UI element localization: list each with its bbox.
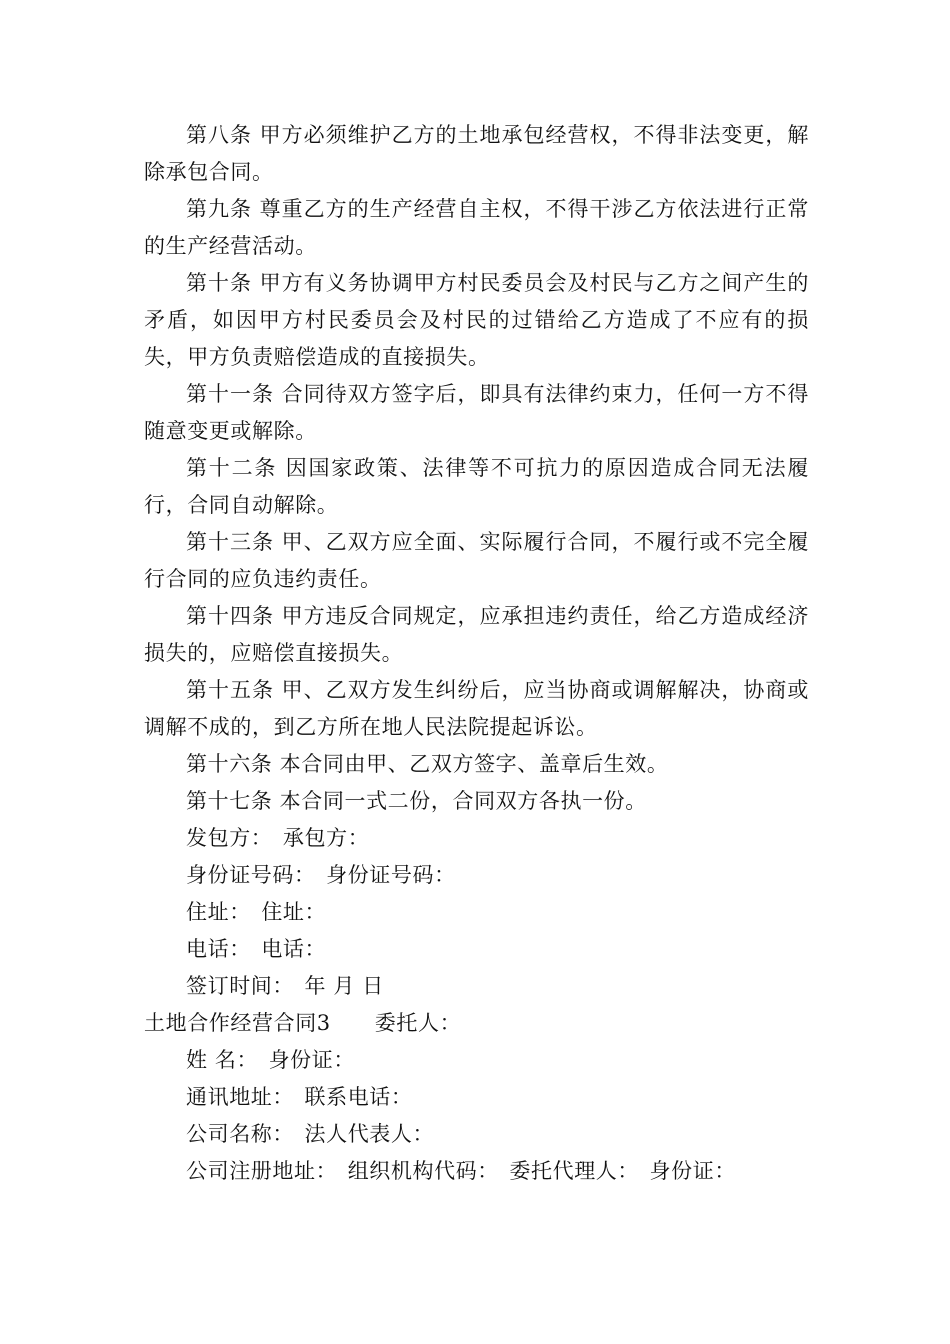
article-11: 第十一条 合同待双方签字后，即具有法律约束力，任何一方不得随意变更或解除。 [144,382,809,443]
article-15: 第十五条 甲、乙双方发生纠纷后，应当协商或调解解决，协商或调解不成的，到乙方所在地人民法院提起诉讼。 [144,678,809,739]
principal-label: 委托人： [374,1011,462,1035]
principal-contact-line [144,1079,809,1116]
id-label: 身份证： [268,1048,355,1072]
next-contract-heading [144,1005,809,1042]
article-12: 第十二条 因国家政策、法律等不可抗力的原因造成合同无法履行，合同自动解除。 [144,456,809,517]
company-name-label: 公司名称： [186,1122,294,1146]
company-address-label: 公司注册地址： [186,1159,338,1183]
document-body [144,117,809,1190]
date-value: 年 月 日 [304,974,384,998]
phone-b-label: 电话： [261,937,327,961]
article-17: 第十七条 本合同一式二份，合同双方各执一份。 [186,789,647,813]
mail-address-label: 通讯地址： [186,1085,294,1109]
article-8: 第八条 甲方必须维护乙方的土地承包经营权，不得非法变更，解除承包合同。 [144,123,809,184]
next-contract-title: 土地合作经营合同3 [144,1011,331,1035]
company-line [144,1116,809,1153]
signature-party-line [144,820,809,857]
address-a-label: 住址： [186,900,251,924]
legal-rep-label: 法人代表人： [304,1122,435,1146]
signature-address-line [144,894,809,931]
org-code-label: 组织机构代码： [347,1159,499,1183]
date-label: 签订时间： [186,974,294,998]
name-label: 姓 名： [186,1048,259,1072]
article-14: 第十四条 甲方违反合同规定，应承担违约责任，给乙方造成经济损失的，应赔偿直接损失。 [144,604,809,665]
principal-name-line [144,1042,809,1079]
article-16: 第十六条 本合同由甲、乙双方签字、盖章后生效。 [186,752,669,776]
address-b-label: 住址： [261,900,327,924]
article-9: 第九条 尊重乙方的生产经营自主权，不得干涉乙方依法进行正常的生产经营活动。 [144,197,809,258]
party-a-label: 发包方： [186,826,273,850]
company-registration-line [144,1153,809,1190]
id-a-label: 身份证号码： [186,863,316,887]
contact-phone-label: 联系电话： [304,1085,413,1109]
signature-date-line [144,968,809,1005]
signature-id-line [144,857,809,894]
agent-id-label: 身份证： [649,1159,736,1183]
party-b-label: 承包方： [282,826,370,850]
phone-a-label: 电话： [186,937,251,961]
agent-label: 委托代理人： [509,1159,640,1183]
id-b-label: 身份证号码： [326,863,456,887]
article-10: 第十条 甲方有义务协调甲方村民委员会及村民与乙方之间产生的矛盾，如因甲方村民委员会及村民的过错给乙方造成了不应有的损失，甲方负责赔偿造成的直接损失。 [144,271,809,369]
article-13: 第十三条 甲、乙双方应全面、实际履行合同，不履行或不完全履行合同的应负违约责任。 [144,530,809,591]
signature-phone-line [144,931,809,968]
